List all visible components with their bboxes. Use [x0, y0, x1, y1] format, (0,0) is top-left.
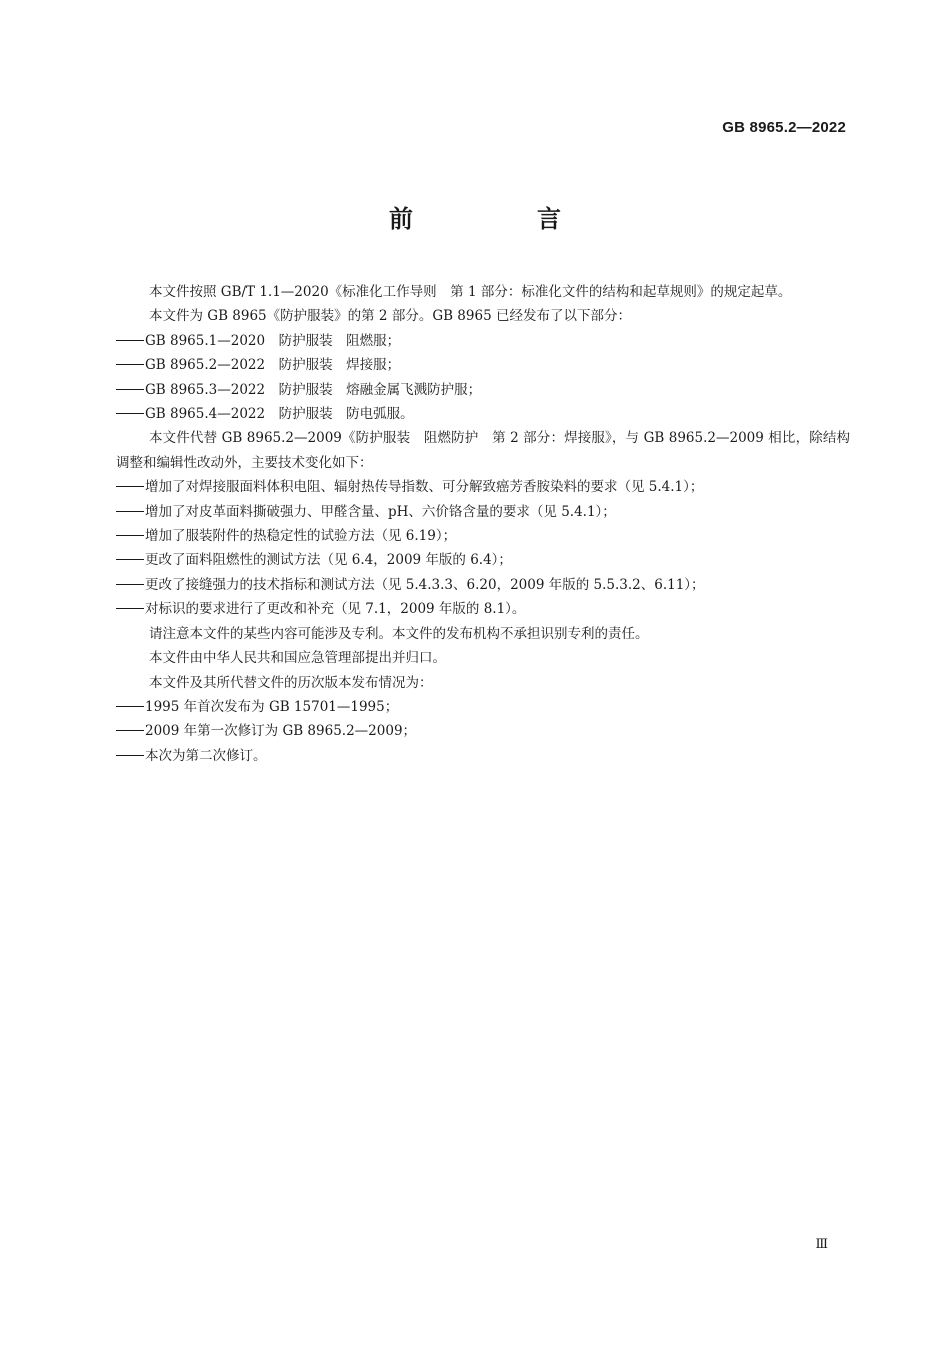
list-item-part: GB 8965.4—2022 防护服装 防电弧服。	[116, 402, 850, 426]
paragraph-patent-notice: 请注意本文件的某些内容可能涉及专利。本文件的发布机构不承担识别专利的责任。	[149, 625, 649, 642]
dash-mark	[116, 364, 144, 365]
dash-mark	[116, 608, 144, 609]
dash-mark	[116, 755, 144, 756]
standard-code: GB 8965.2—2022	[722, 119, 846, 136]
paragraph-series-intro: 本文件为 GB 8965《防护服装》的第 2 部分。GB 8965 已经发布了以下部分：	[149, 308, 631, 325]
dash-mark	[116, 535, 144, 536]
paragraph-replacement: 本文件代替 GB 8965.2—2009《防护服装 阻燃防护 第 2 部分：焊接服》，与 GB 8965.2—2009 相比，除结构调整和编辑性改动外，主要技术变化如下：	[116, 430, 850, 471]
list-item-part: GB 8965.2—2022 防护服装 焊接服；	[116, 353, 850, 377]
dash-mark	[116, 486, 144, 487]
dash-mark	[116, 559, 144, 560]
list-item-part: GB 8965.3—2022 防护服装 熔融金属飞溅防护服；	[116, 378, 850, 402]
list-item-change: 增加了对焊接服面料体积电阻、辐射热传导指数、可分解致癌芳香胺染料的要求（见 5.4.1）；	[116, 475, 850, 499]
list-item-history: 本次为第二次修订。	[116, 744, 850, 768]
list-item-change: 更改了面料阻燃性的测试方法（见 6.4，2009 年版的 6.4）；	[116, 548, 850, 572]
list-item-change: 增加了服装附件的热稳定性的试验方法（见 6.19）；	[116, 524, 850, 548]
paragraph-drafting-rules: 本文件按照 GB/T 1.1—2020《标准化工作导则 第 1 部分：标准化文件的结构和起草规则》的规定起草。	[149, 284, 792, 300]
list-item-change: 对标识的要求进行了更改和补充（见 7.1，2009 年版的 8.1）。	[116, 597, 850, 621]
dash-mark	[116, 511, 144, 512]
dash-mark	[116, 389, 144, 390]
list-item-history: 2009 年第一次修订为 GB 8965.2—2009；	[116, 719, 850, 743]
dash-mark	[116, 584, 144, 585]
list-item-change: 更改了接缝强力的技术指标和测试方法（见 5.4.3.3、6.20，2009 年版的 5.5.3.2、6.11）；	[116, 573, 850, 597]
list-item-history: 1995 年首次发布为 GB 15701—1995；	[116, 695, 850, 719]
page-title: 前 言	[389, 205, 611, 233]
dash-mark	[116, 340, 144, 341]
paragraph-proposer: 本文件由中华人民共和国应急管理部提出并归口。	[149, 650, 446, 667]
dash-mark	[116, 413, 144, 414]
foreword-body	[116, 280, 850, 768]
paragraph-history-intro: 本文件及其所代替文件的历次版本发布情况为：	[149, 674, 433, 691]
list-item-change: 增加了对皮革面料撕破强力、甲醛含量、pH、六价铬含量的要求（见 5.4.1）；	[116, 500, 850, 524]
dash-mark	[116, 706, 144, 707]
dash-mark	[116, 730, 144, 731]
page-number: Ⅲ	[815, 1236, 828, 1251]
list-item-part: GB 8965.1—2020 防护服装 阻燃服；	[116, 329, 850, 353]
